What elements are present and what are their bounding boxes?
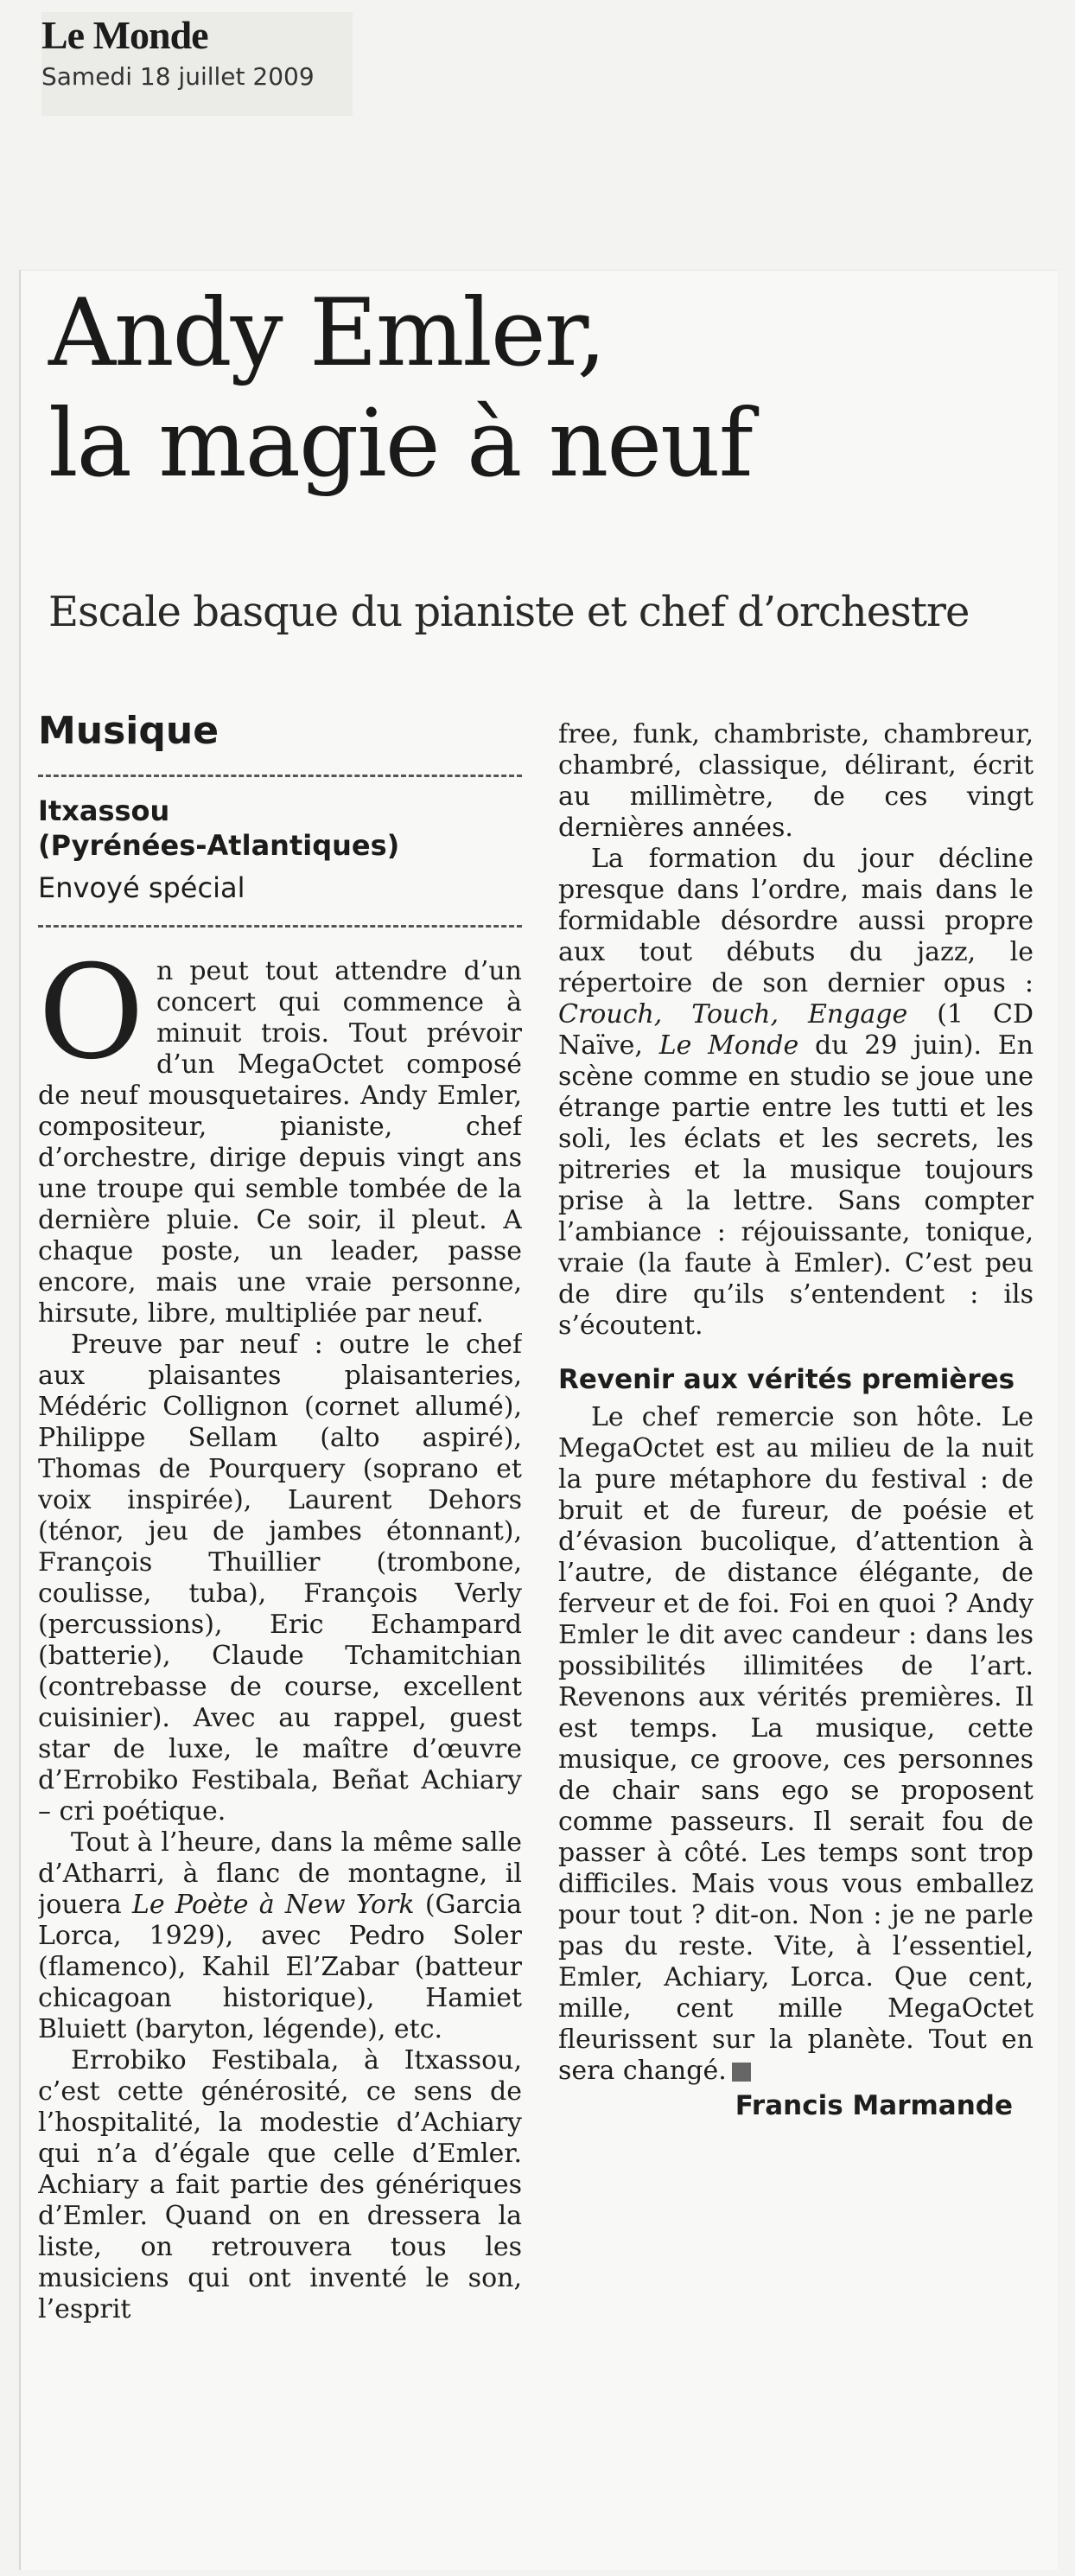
paragraph-text: La formation du jour décline presque dans l’ordre, mais dans le formidable désordre aussi propre aux tout débuts du jazz, le répertoire de son dernier opus :	[558, 844, 1034, 998]
article-subtitle: Escale basque du pianiste et chef d’orchestre	[48, 588, 970, 636]
column-right	[558, 719, 1034, 2318]
paragraph-continued: free, funk, chambriste, chambreur, chambré, classique, délirant, écrit au millimètre, de ces vingt dernières années.	[558, 719, 1034, 843]
publication-date: Samedi 18 juillet 2009	[41, 62, 315, 91]
place-town: Itxassou	[38, 794, 170, 827]
album-title: Crouch, Touch, Engage	[558, 999, 908, 1030]
place-region: (Pyrénées-Atlantiques)	[38, 829, 400, 862]
paragraph-text: (1 CD Naïve,	[558, 999, 1034, 1061]
newspaper-name: Le Monde	[658, 1030, 799, 1061]
column-left	[38, 956, 522, 2564]
title-line-1: Andy Emler,	[48, 279, 605, 387]
article-title	[48, 278, 1034, 500]
title-line-2: la magie à neuf	[48, 390, 752, 498]
divider	[38, 775, 522, 777]
paragraph-text: n peut tout attendre d’un concert qui commence à minuit trois. Tout prévoir d’un MegaOctet composé de neuf mousquetaires. Andy Emler, compositeur, pianiste, chef d’orchestre, dirige depuis vingt ans une troupe qui semble tombée de la dernière pluie. Ce soir, il pleut. A chaque poste, un leader, passe encore, mais une vraie personne, hirsute, libre, multipliée par neuf.	[38, 956, 522, 1329]
section-subhead: Revenir aux vérités premières	[558, 1364, 1015, 1395]
paragraph-text: Le chef remercie son hôte. Le MegaOctet est au milieu de la nuit la pure métaphore du festival : de bruit et de fureur, de poésie et d’évasion bucolique, d’attention à l’autre, de distance élégante, de ferveur et de foi. Foi en quoi ? Andy Emler le dit avec candeur : dans les possibilités illimitées de l’art. Revenons aux vérités premières. Il est temps. La musique, cette musique, ce groove, ces personnes de chair sans ego se proposent comme passeurs. Il serait fou de passer à côté. Les temps sont trop difficiles. Mais vous vous emballez pour tout ? dit-on. Non : je ne parle pas du reste. Vite, à l’essentiel, Emler, Achiary, Lorca. Que cent, mille, cent mille MegaOctet fleurissent sur la planète. Tout en sera changé.	[558, 1402, 1034, 2086]
divider	[38, 925, 522, 928]
drop-cap: O	[38, 956, 144, 1088]
paragraph: Preuve par neuf : outre le chef aux plaisantes plaisanteries, Médéric Collignon (cornet allumé), Philippe Sellam (alto aspiré), Thomas de Pourquery (soprano et voix inspirée), Laurent Dehors (ténor, jeu de jambes étonnant), François Thuillier (trombone, coulisse, tuba), François Verly (percussions), Eric Echampard (batterie), Claude Tchamitchian (contrebasse de course, excellent cuisinier). Avec au rappel, guest star de luxe, le maître d’œuvre d’Errobiko Festibala, Beñat Achiary – cri poétique.	[38, 1329, 522, 1827]
paragraph-text: Tout à l’heure, dans la même salle d’Atharri, à flanc de montagne, il jouera	[38, 1827, 522, 1920]
paragraph: Errobiko Festibala, à Itxassou, c’est cette générosité, ce sens de l’hospitalité, la modestie d’Achiary qui n’a d’égale que celle d’Emler. Achiary a fait partie des génériques d’Emler. Quand on en dressera la liste, on retrouvera tous les musiciens qui ont inventé le son, l’esprit	[38, 2045, 522, 2324]
end-mark-icon	[732, 2063, 751, 2082]
paragraph-text: (Garcia Lorca, 1929), avec Pedro Soler (flamenco), Kahil El’Zabar (batteur chicagoan historique), Hamiet Bluiett (baryton, légende), etc.	[38, 1890, 522, 2044]
byline-role: Envoyé spécial	[38, 871, 245, 904]
masthead	[41, 12, 353, 116]
paragraph-text: du 29 juin). En scène comme en studio se joue une étrange partie entre les tutti et les soli, les éclats et les secrets, les pitreries et la musique toujours prise à la lettre. Sans compter l’ambiance : réjouissante, tonique, vraie (la faute à Emler). C’est peu de dire qu’ils s’entendent : ils s’écoutent.	[558, 1030, 1034, 1341]
paragraph	[558, 844, 1034, 1342]
paragraph	[38, 1827, 522, 2045]
paragraph	[558, 1402, 1034, 2087]
newspaper-logo: Le Monde	[41, 13, 208, 57]
paragraph	[38, 956, 522, 1329]
rubric-label: Musique	[38, 709, 219, 753]
author-signature: Francis Marmande	[735, 2090, 1013, 2121]
dateline-place	[38, 794, 522, 863]
work-title: Le Poète à New York	[131, 1890, 415, 1920]
